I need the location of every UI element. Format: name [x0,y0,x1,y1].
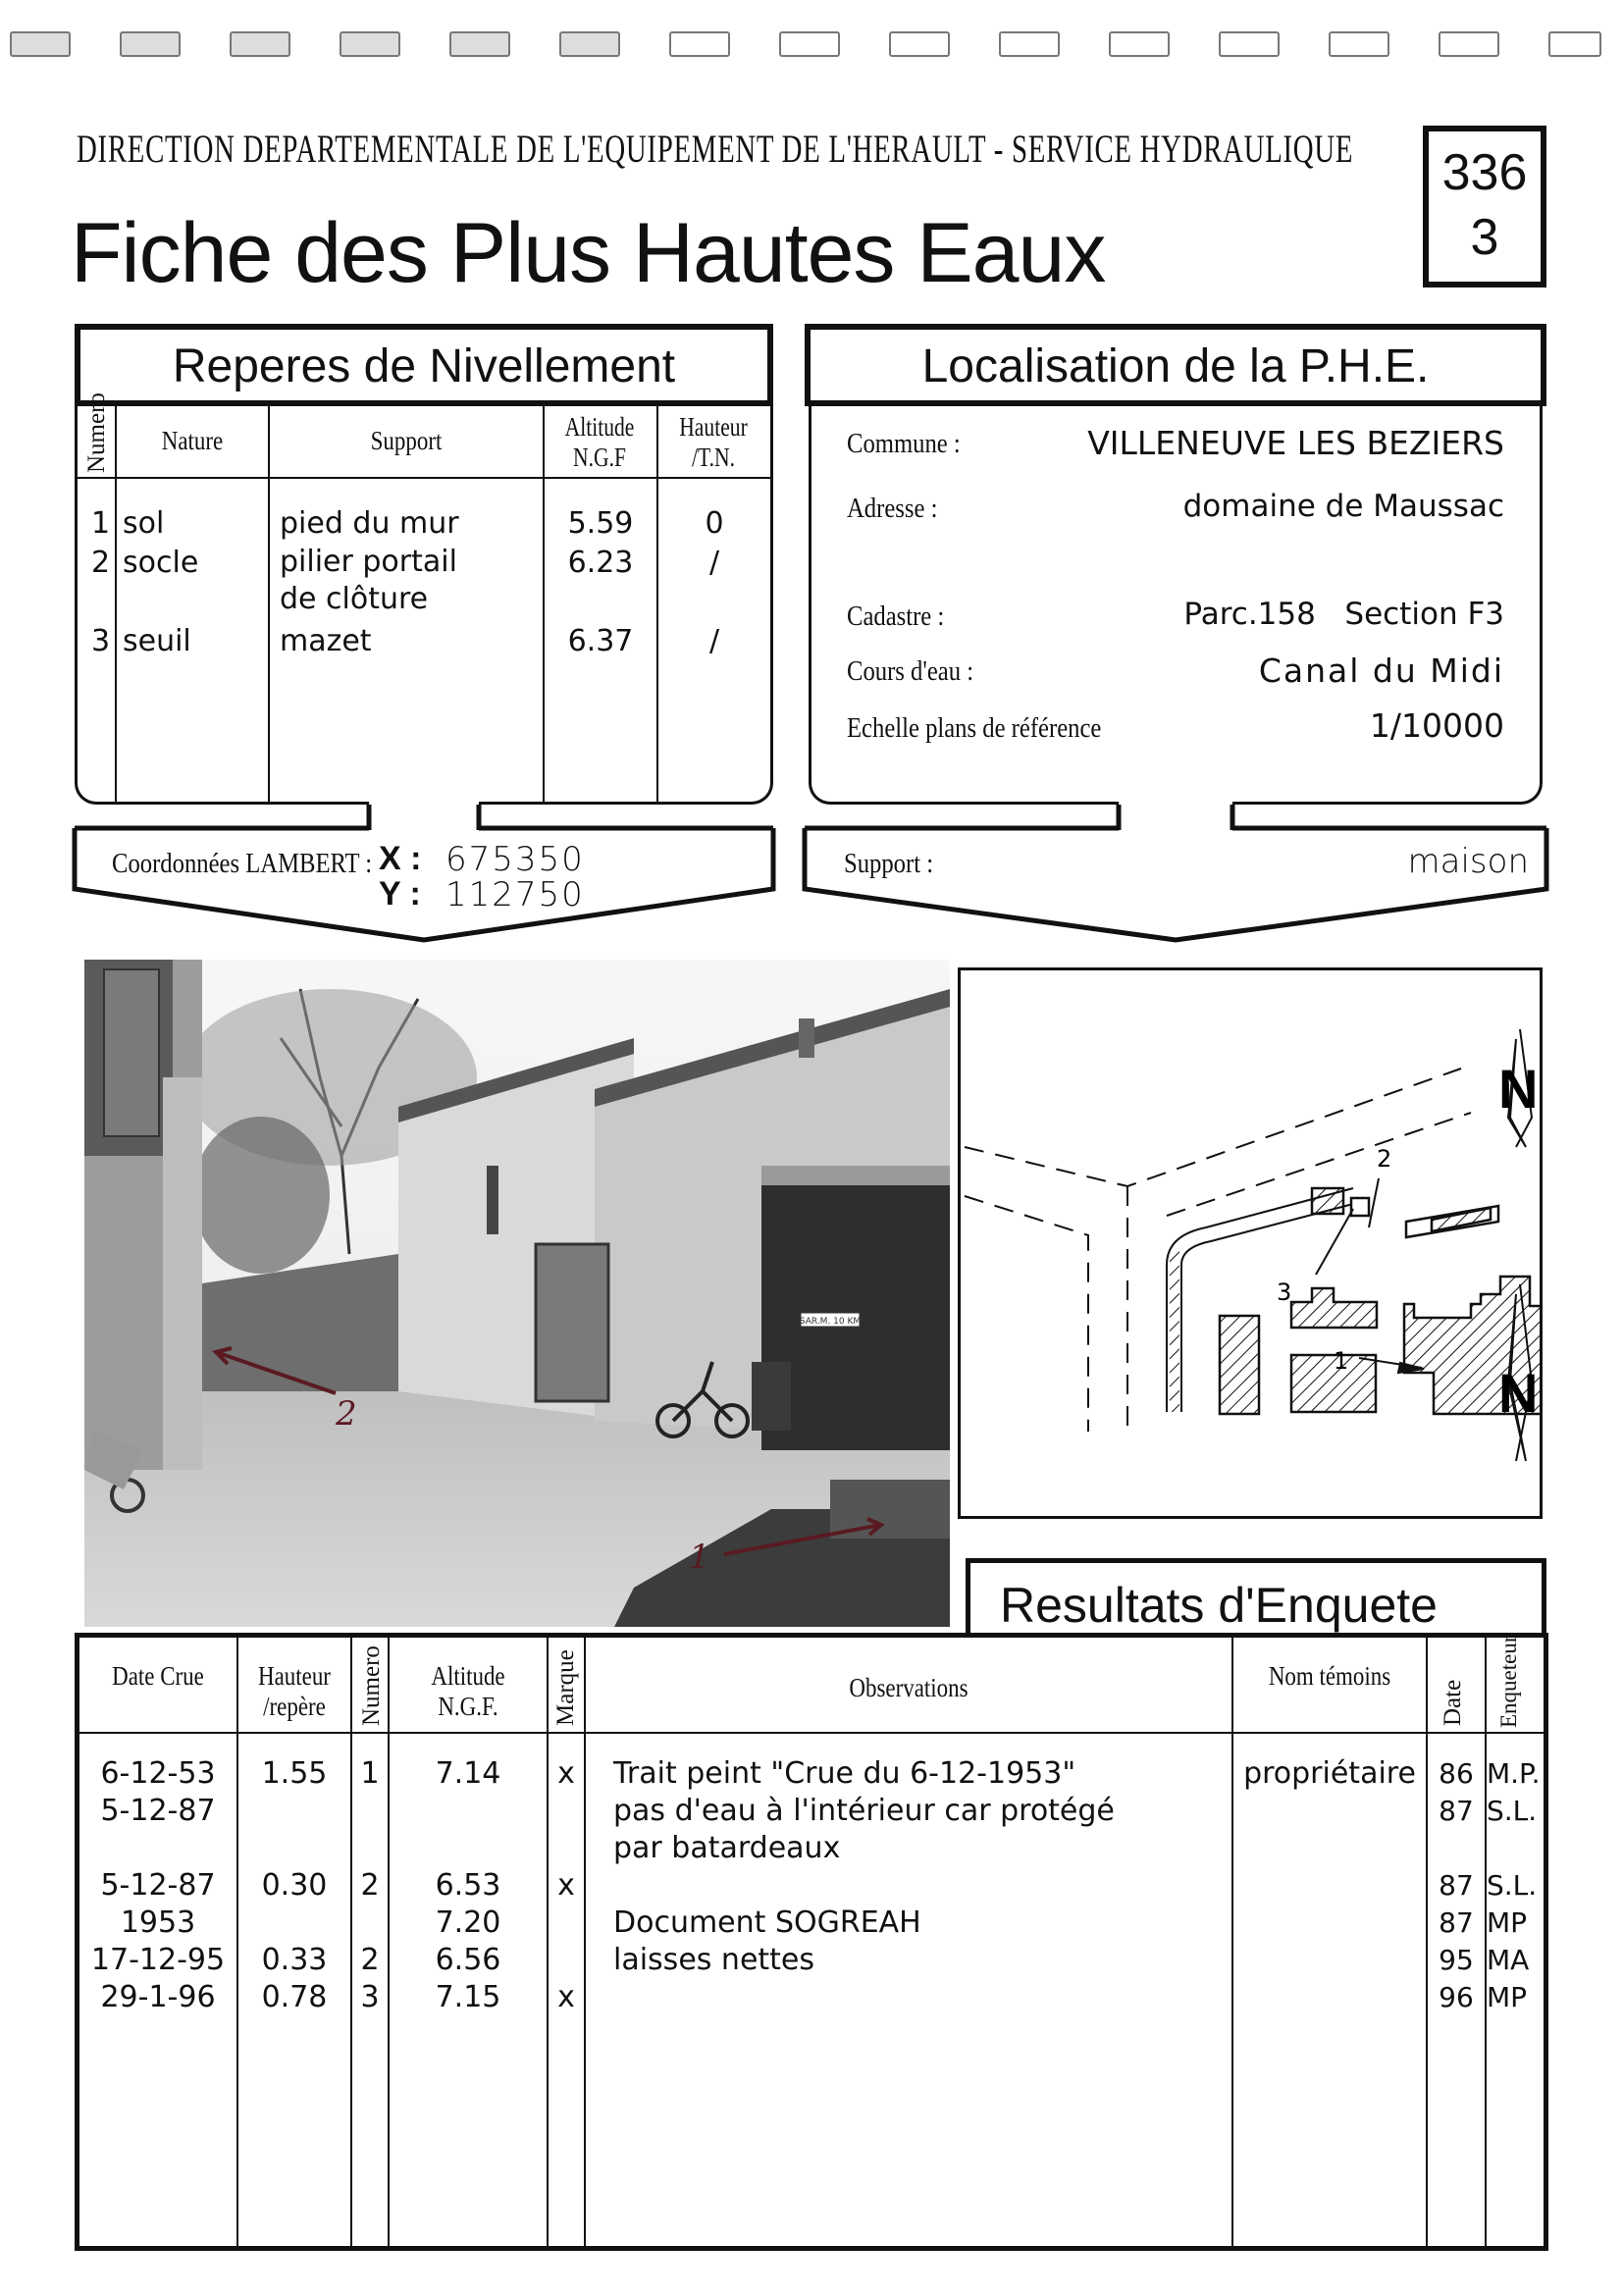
col-header-nature: Nature [161,426,224,455]
binder-hole [559,31,620,57]
binder-hole [120,31,181,57]
row-numero: 2 [360,1868,380,1903]
adresse-value: domaine de Maussac [1182,489,1504,524]
col-header-numero: Numero [83,392,110,473]
row-altitude: 7.15 [435,1980,501,2014]
plan-mark-2: 2 [1377,1145,1392,1173]
coord-x-value: 675350 [445,840,585,879]
adresse-label: Adresse : [847,493,938,524]
row-numero: 2 [91,546,111,580]
row-altitude: 6.56 [435,1943,501,1977]
binder-hole [340,31,400,57]
row-enqueteur: MP [1487,1906,1528,1939]
row-enqueteur: M.P. [1487,1757,1541,1790]
col-header-nom-temoins: Nom témoins [1268,1661,1391,1691]
cours-deau-value: Canal du Midi [1258,652,1504,690]
row-nature: seuil [123,624,191,658]
binder-hole [1548,31,1601,57]
cadastre-label: Cadastre : [847,600,945,632]
row-observations: par batardeaux [613,1831,841,1865]
reference-sub: 3 [1470,209,1499,266]
row-hauteur: 1.55 [261,1756,328,1791]
row-hauteur: 0.30 [261,1868,328,1903]
col-header-date-crue: Date Crue [112,1661,204,1691]
row-hauteur: / [708,624,720,658]
page-title: Fiche des Plus Hautes Eaux [71,206,1106,300]
row-altitude: 5.59 [567,506,634,541]
plan-mark-3: 3 [1277,1278,1292,1306]
col-header-altitude: Altitude N.G.F. [431,1661,505,1721]
col-header-hauteur: Hauteur /T.N. [679,412,748,472]
col-header-enqueteur: Enqueteur [1496,1635,1521,1728]
row-nature: socle [123,546,199,580]
resultats-table [75,1633,1548,2251]
col-header-marque: Marque [552,1649,579,1726]
row-numero: 1 [360,1756,380,1791]
row-date: 96 [1439,1981,1474,2013]
binder-hole [1329,31,1389,57]
col-header-support: Support [370,426,443,455]
row-observations: laisses nettes [613,1943,815,1977]
row-date: 87 [1439,1795,1474,1827]
row-altitude: 6.37 [567,624,634,658]
photo-mark-2: 2 [336,1394,357,1434]
cours-deau-label: Cours d'eau : [847,655,974,687]
resultats-title-box [966,1558,1546,1637]
binder-hole [999,31,1060,57]
row-enqueteur: MA [1487,1944,1530,1976]
row-marque: x [557,1756,575,1791]
echelle-value: 1/10000 [1369,706,1504,745]
reperes-title-box [75,324,773,406]
support-value: maison [1407,842,1529,881]
coord-x-label: X : [379,840,422,877]
row-enqueteur: MP [1487,1981,1528,2013]
row-enqueteur: S.L. [1487,1869,1538,1902]
photo-mark-1: 1 [689,1538,710,1577]
reperes-table [75,392,773,805]
commune-value: VILLENEUVE LES BEZIERS [1087,424,1504,462]
north-label: N [1498,1058,1539,1120]
binder-hole [1439,31,1499,57]
row-date: 95 [1439,1944,1474,1976]
resultats-title: Resultats d'Enquete [1000,1578,1438,1633]
row-numero: 3 [360,1980,380,2014]
binder-hole [1219,31,1280,57]
support-label: Support : [844,848,934,879]
row-support: pied du mur [280,506,459,541]
binder-hole [779,31,840,57]
row-altitude: 6.53 [435,1868,501,1903]
commune-label: Commune : [847,428,961,459]
row-observations: pas d'eau à l'intérieur car protégé [613,1794,1115,1828]
binder-hole [669,31,730,57]
north-label: N [1498,1362,1539,1424]
row-support: pilier portail de clôture [280,545,457,616]
echelle-label: Echelle plans de référence [847,712,1102,744]
col-header-hauteur: Hauteur /repère [258,1661,331,1721]
binder-hole [449,31,510,57]
row-observations: Trait peint "Crue du 6-12-1953" [613,1756,1076,1791]
cadastre-value: Parc.158 Section F3 [1183,597,1504,632]
coord-y-label: Y : [379,875,421,913]
row-date-crue: 1953 [120,1905,196,1940]
row-date-crue: 17-12-95 [90,1943,226,1977]
coord-y-value: 112750 [445,875,585,914]
plan-mark-1: 1 [1334,1347,1349,1375]
row-nom: propriétaire [1243,1756,1416,1791]
col-header-observations: Observations [849,1673,969,1702]
binder-hole [889,31,950,57]
row-hauteur: 0 [705,506,724,541]
col-header-altitude: Altitude N.G.F [564,412,635,472]
row-nature: sol [123,506,165,541]
row-numero: 1 [91,506,111,541]
row-date: 86 [1439,1757,1474,1790]
row-date: 87 [1439,1869,1474,1902]
department-header: DIRECTION DEPARTEMENTALE DE L'EQUIPEMENT DE L'HERAULT - SERVICE HYDRAULIQUE [77,127,1354,171]
col-header-numero: Numero [358,1645,385,1726]
binder-hole [230,31,290,57]
binder-hole [10,31,71,57]
row-hauteur: 0.78 [261,1980,328,2014]
row-date-crue: 5-12-87 [100,1868,216,1903]
row-date: 87 [1439,1906,1474,1939]
localisation-panel [809,406,1543,805]
row-numero: 2 [360,1943,380,1977]
reperes-title: Reperes de Nivellement [172,340,676,392]
row-altitude: 7.20 [435,1905,501,1940]
localisation-title-box [805,324,1546,406]
binder-hole [1109,31,1170,57]
coords-label: Coordonnées LAMBERT : [112,848,373,879]
row-altitude: 6.23 [567,546,634,580]
row-date-crue: 5-12-87 [100,1794,216,1828]
col-header-date: Date [1440,1679,1466,1726]
row-observations: Document SOGREAH [613,1905,921,1940]
north-arrow-icon [1498,1029,1538,1147]
reference-number: 336 [1441,144,1528,201]
row-marque: x [557,1868,575,1903]
row-numero: 3 [91,624,111,658]
row-marque: x [557,1980,575,2014]
photo-sign: SAR.M. 10 KM [799,1317,862,1327]
row-date-crue: 29-1-96 [100,1980,216,2014]
row-enqueteur: S.L. [1487,1795,1538,1827]
row-hauteur: / [708,546,720,580]
reference-box [1423,126,1546,287]
site-photograph [84,960,950,1627]
localisation-title: Localisation de la P.H.E. [921,340,1430,392]
site-plan [958,967,1543,1519]
row-date-crue: 6-12-53 [100,1756,216,1791]
row-hauteur: 0.33 [261,1943,328,1977]
row-altitude: 7.14 [435,1756,501,1791]
row-support: mazet [280,624,372,658]
